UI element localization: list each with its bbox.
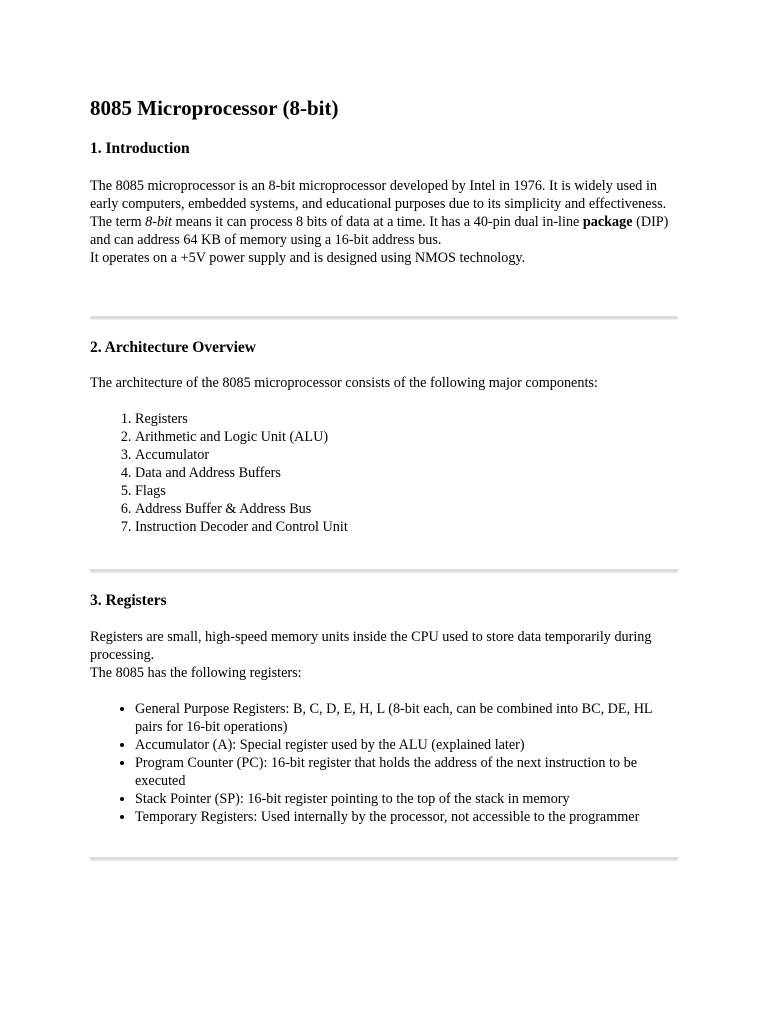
intro-p2-text-b: means it can process 8 bits of data at a time. It has a 40-pin dual in-line [171,214,583,230]
list-item: 1. Registers [135,410,678,428]
registers-list [90,700,678,826]
section-divider-3 [90,857,678,861]
intro-p2-text-c: (DIP) and can address 64 KB of memory using a 16-bit address bus. [90,214,669,248]
page-title: 8085 Microprocessor (8-bit) [90,96,339,120]
section-architecture [90,338,678,536]
intro-paragraph-2 [90,213,678,249]
intro-paragraph-1: The 8085 microprocessor is an 8-bit microprocessor developed by Intel in 1976. It is widely used in early computers, embedded systems, and educational purposes due to its simplicity and effectiveness. [90,178,667,212]
section-divider-2 [90,569,678,573]
list-item: 7. Instruction Decoder and Control Unit [135,518,678,536]
list-item: • Program Counter (PC): 16-bit register that holds the address of the next instruction to be executed [135,754,678,790]
section-registers [90,591,678,826]
list-item: 2. Arithmetic and Logic Unit (ALU) [135,428,678,446]
intro-p2-text-a: The term [90,214,146,230]
list-item: • Accumulator (A): Special register used by the ALU (explained later) [135,736,678,754]
registers-paragraph-2: The 8085 has the following registers: [90,665,302,681]
list-item: 3. Accumulator [135,446,678,464]
section-divider-1 [90,316,678,320]
list-item: • Temporary Registers: Used internally by the processor, not accessible to the programmer [135,808,678,826]
section-heading-registers: 3. Registers [90,592,167,609]
intro-p2-emphasis: 8-bit [145,214,172,230]
list-item: • Stack Pointer (SP): 16-bit register pointing to the top of the stack in memory [135,790,678,808]
section-introduction [90,139,678,267]
list-item: 5. Flags [135,482,678,500]
architecture-paragraph: The architecture of the 8085 microprocessor consists of the following major components: [90,375,598,391]
section-heading-introduction: 1. Introduction [90,140,190,157]
intro-p2-bold: package [582,214,633,230]
intro-paragraph-3: It operates on a +5V power supply and is designed using NMOS technology. [90,250,526,266]
list-item: 4. Data and Address Buffers [135,464,678,482]
list-item: • General Purpose Registers: B, C, D, E, H, L (8-bit each, can be combined into BC, DE, HL pairs for 16-bit operations) [135,700,678,736]
registers-paragraph-1: Registers are small, high-speed memory units inside the CPU used to store data temporarily during processing. [90,629,652,663]
section-heading-architecture: 2. Architecture Overview [90,339,256,356]
list-item: 6. Address Buffer & Address Bus [135,500,678,518]
architecture-component-list [90,410,678,536]
